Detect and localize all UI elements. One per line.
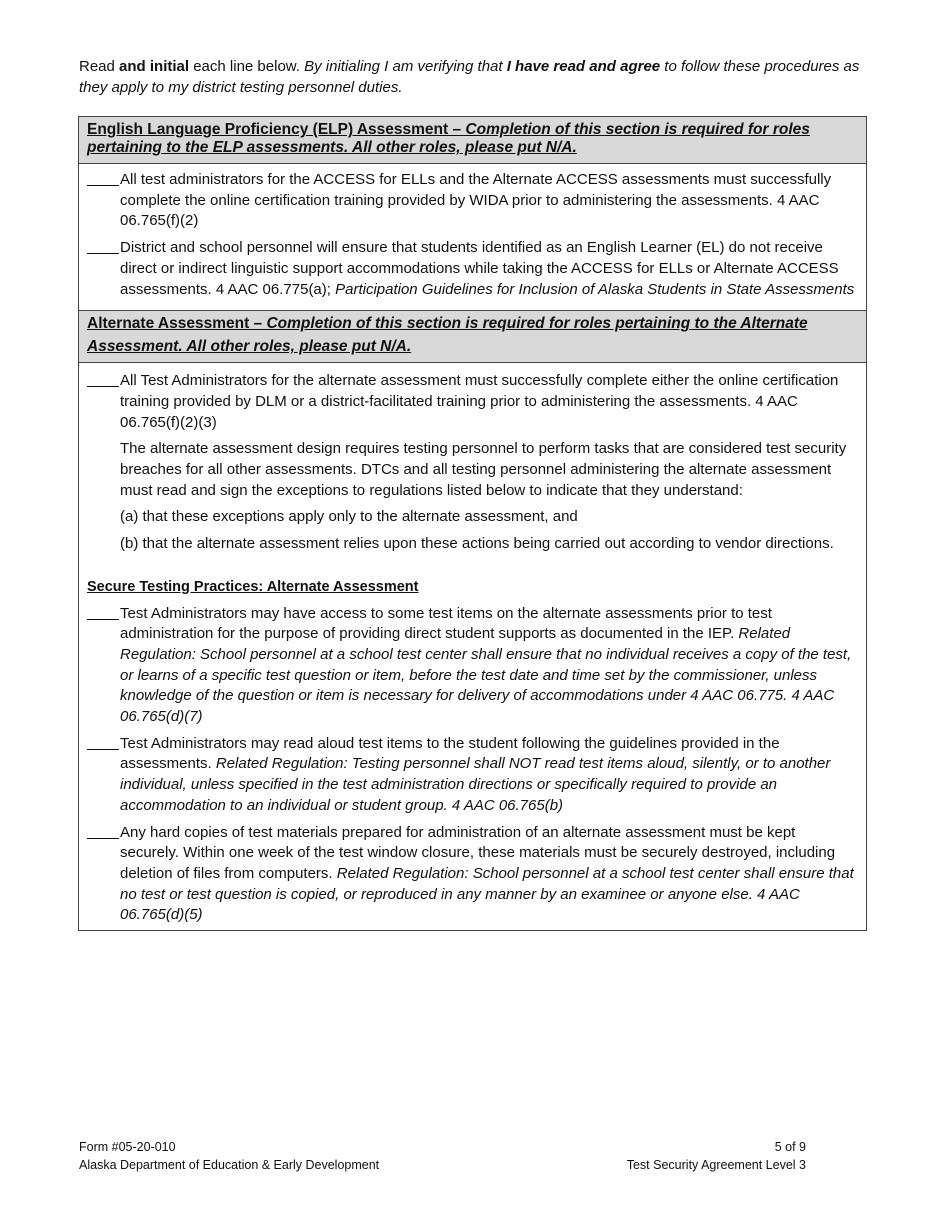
initial-blank[interactable] <box>87 253 119 254</box>
practice-3-text: Any hard copies of test materials prepared for administration of an alternate assessment must be kept securely. Within one week of the test window closure, these materials must be securely destroyed, including deletion of files from computers. <box>120 823 836 882</box>
document-title: Test Security Agreement Level 3 <box>626 1158 806 1172</box>
intro-text-2: and initial <box>119 58 190 75</box>
alt-section-heading <box>79 310 866 363</box>
page-footer <box>79 1138 806 1174</box>
intro-text-3: each line below. <box>189 58 305 75</box>
alt-heading-title: Alternate Assessment – <box>87 315 267 333</box>
alt-section-body <box>79 363 866 930</box>
intro-text-1: Read <box>79 58 120 75</box>
initial-blank[interactable] <box>87 619 119 620</box>
practice-item-2 <box>87 734 858 817</box>
alt-heading-note: Completion of this section is required for roles pertaining to the Alternate Assessment. All other roles, please put N/A. <box>87 315 808 356</box>
department-name: Alaska Department of Education & Early Development <box>79 1158 380 1172</box>
alt-paragraph-3: (b) that the alternate assessment relies upon these actions being carried out according to vendor directions. <box>120 535 834 553</box>
initial-blank[interactable] <box>87 386 119 387</box>
practice-1-regulation: Related Regulation: School personnel at a school test center shall ensure that no individual receives a copy of the test, or learns of a specific test question or item, before the test date and time set by the commissioner, unless knowledge of the question or item is necessary for delivery of accommodations under 4 AAC 06.775. 4 AAC 06.765(d)(7) <box>120 625 852 726</box>
initial-blank[interactable] <box>87 185 119 186</box>
practice-2-text: Test Administrators may read aloud test items to the student following the guidelines provided in the assessments. <box>120 734 780 773</box>
elp-item-2-italic: Participation Guidelines for Inclusion of Alaska Students in State Assessments <box>335 280 855 298</box>
intro-text-5: I have read and agree <box>506 58 661 75</box>
practice-2-regulation: Related Regulation: Testing personnel shall NOT read test items aloud, silently, or to another individual, unless specified in the test administration directions or specifically required to provide an accommodation to an individual or student group. 4 AAC 06.765(b) <box>120 755 831 814</box>
elp-item-2-text: District and school personnel will ensure that students identified as an English Learner (EL) do not receive direct or indirect linguistic support accommodations while taking the ACCESS for ELLs or Alternate ACCESS assessments. 4 AAC 06.775(a); <box>120 239 839 298</box>
practice-item-3 <box>87 823 858 927</box>
initial-blank[interactable] <box>87 838 119 839</box>
page-number: 5 of 9 <box>774 1140 806 1154</box>
form-number: Form #05-20-010 <box>79 1140 176 1154</box>
alt-item-1-text: All Test Administrators for the alternate assessment must successfully complete either the online certification training provided by DLM or a district-facilitated training prior to administering the assessments. 4 AAC 06.765(f)(2)(3) <box>120 372 839 431</box>
intro-text-4: By initialing I am verifying that <box>304 58 507 75</box>
practice-1-text: Test Administrators may have access to some test items on the alternate assessments prior to test administration for the purpose of providing direct student supports as documented in the IEP. <box>120 604 772 643</box>
practice-3-regulation: Related Regulation: School personnel at a school test center shall ensure that no test or test question is copied, or reproduced in any manner by an examinee or anyone else. 4 AAC 06.765(d)(5) <box>120 864 854 924</box>
elp-heading-note: Completion of this section is required for roles pertaining to the ELP assessments. All other roles, please put N/A. <box>87 121 810 156</box>
alt-paragraph-1: The alternate assessment design requires testing personnel to perform tasks that are considered test security breaches for all other assessments. DTCs and all testing personnel administering the alternate assessment must read and sign the exceptions to regulations listed below to indicate that they understand: <box>120 440 847 499</box>
elp-item-1-text: All test administrators for the ACCESS for ELLs and the Alternate ACCESS assessments must successfully complete the online certification training provided by WIDA prior to administering the assessments. 4 AAC 06.765(f)(2) <box>120 171 832 230</box>
elp-heading-title: English Language Proficiency (ELP) Assessment – <box>87 121 466 138</box>
elp-item-2 <box>87 238 858 300</box>
initial-blank[interactable] <box>87 749 119 750</box>
secure-practices-heading: Secure Testing Practices: Alternate Assessment <box>87 578 419 595</box>
practice-item-1 <box>87 604 858 728</box>
alt-paragraph-2: (a) that these exceptions apply only to the alternate assessment, and <box>120 508 578 526</box>
elp-section-body <box>79 164 866 310</box>
elp-section-heading <box>79 117 866 164</box>
agreement-table <box>78 116 867 931</box>
intro-instructions <box>79 56 879 98</box>
elp-item-1 <box>87 170 858 232</box>
alt-item-1 <box>87 371 858 433</box>
intro-text-6: to follow these procedures as they apply to my district testing personnel duties. <box>79 58 860 96</box>
